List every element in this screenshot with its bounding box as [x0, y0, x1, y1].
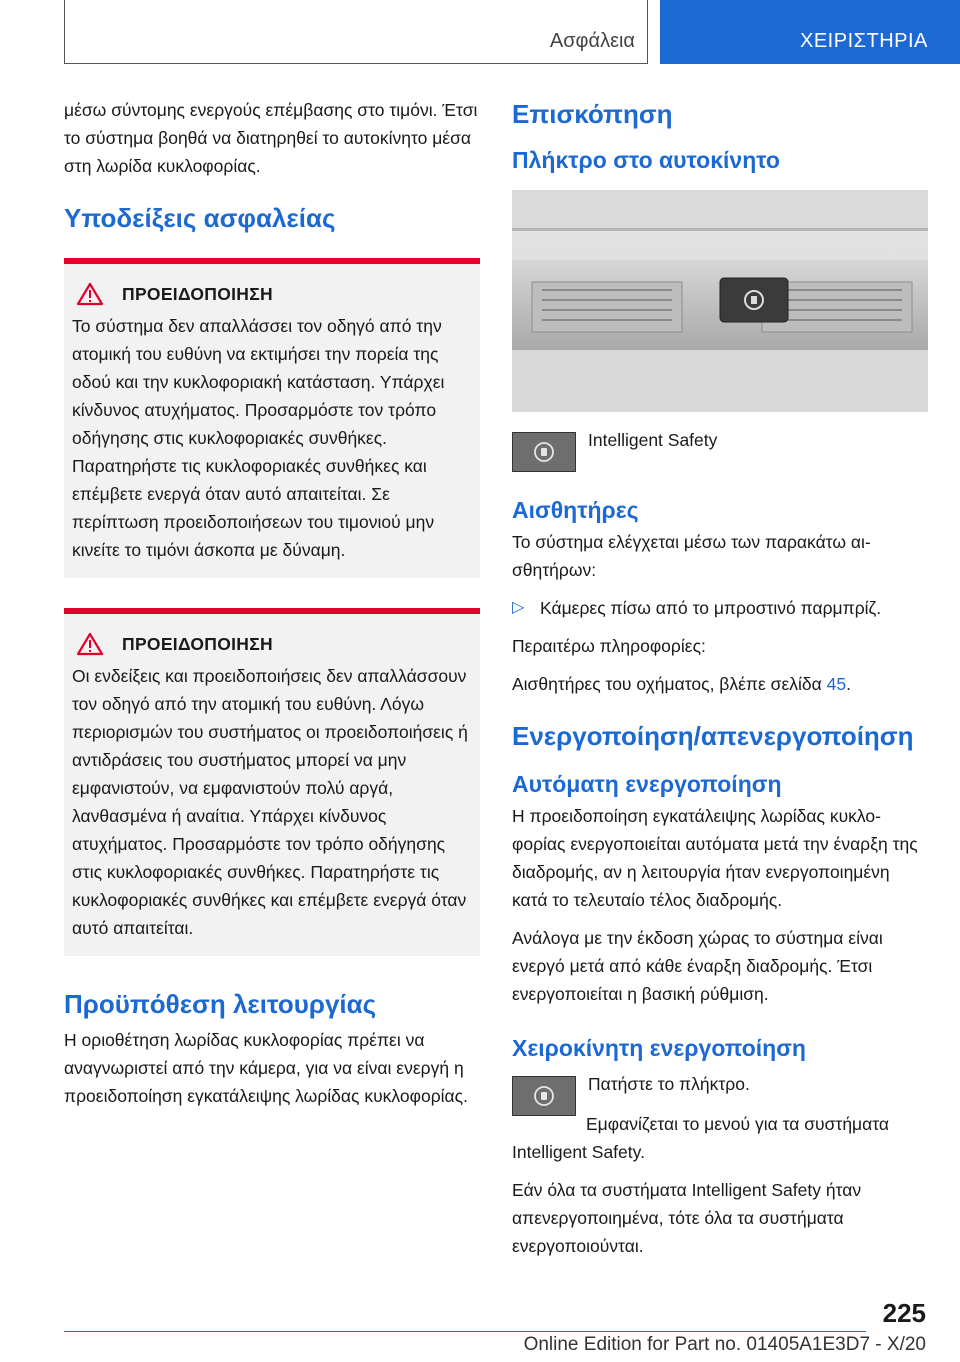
- right-column: [512, 96, 928, 1270]
- sensors-reference: Αισθητήρες του οχήματος, βλέπε σελίδα 45.: [512, 674, 851, 694]
- safety-heading: Υποδείξεις ασφαλείας: [64, 203, 336, 233]
- header-section-title: Ασφάλεια: [549, 30, 635, 52]
- warning-title: ΠΡΟΕΙΔΟΠΟΙΗΣΗ: [122, 633, 273, 654]
- manual-paragraph-2: Εάν όλα τα συστήματα Intelligent Safety ήταν απενεργοποιημένα, τότε όλα τα συστήματα ενεργοποιούνται.: [512, 1180, 862, 1256]
- button-heading: Πλήκτρο στο αυτοκίνητο: [512, 147, 780, 173]
- intro-paragraph: μέσω σύντομης ενεργούς επέμβασης στο τιμόνι. Έτσι το σύστημα βοηθά να διατηρηθεί το αυτοκίνητο μέσα στη λωρίδα κυκλοφορίας.: [64, 100, 478, 176]
- button-row: [512, 432, 928, 472]
- auto-paragraph-2: Ανάλογα με την έκδοση χώρας το σύστημα είναι ενεργό μετά από κάθε έναρξη διαδρομής. Έτσι ενεργοποιείται η βασική ρύθμιση.: [512, 928, 883, 1004]
- sensors-paragraph: Το σύστημα ελέγχεται μέσω των παρακάτω αισθητήρων:: [512, 532, 871, 580]
- manual-step-text: Πατήστε το πλήκτρο.: [588, 1074, 750, 1094]
- dashboard-button-photo: [512, 190, 928, 412]
- button-label: Intelligent Safety: [588, 430, 718, 450]
- footer-edition: Online Edition for Part no. 01405A1E3D7 - X/20: [523, 1334, 926, 1355]
- auto-paragraph-1: Η προειδοποίηση εγκατάλειψης λωρίδας κυκλοφορίας ενεργοποιείται αυτόματα μετά την έναρξη της διαδρομής, αν η λειτουργία ήταν ενεργοποιημένη κατά το τελευταίο τέλος διαδρομής.: [512, 806, 918, 910]
- warning-triangle-icon: [76, 282, 104, 306]
- warning-triangle-icon: [76, 632, 104, 656]
- prereq-paragraph: Η οριοθέτηση λωρίδας κυκλοφορίας πρέπει να αναγνωριστεί από την κάμερα, για να είναι ενεργή η προειδοποίηση εγκατάλειψης λωρίδας κυκλοφορίας.: [64, 1030, 468, 1106]
- warning-box-2: [64, 608, 480, 956]
- page-number: 225: [882, 1298, 926, 1328]
- header-chapter-title: ΧΕΙΡΙΣΤΗΡΙΑ: [800, 30, 928, 52]
- header-section-tab: [64, 0, 648, 64]
- reference-text: Αισθητήρες του οχήματος, βλέπε σελίδα: [512, 674, 827, 694]
- bullet-triangle-icon: ▷: [512, 599, 525, 616]
- warning-text: Το σύστημα δεν απαλλάσσει τον οδηγό από την ατομική του ευθύνη να εκτιμήσει την πορεία της οδού και την κυκλοφοριακή κατάσταση. Υπάρχει κίνδυνος ατυχήματος. Προσαρμόστε τον τρόπο οδήγησης στις κυκλοφοριακές συνθήκες. Παρατηρήστε τις κυκλοφοριακές συνθήκες και επέμβετε ενεργά όταν αυτό απαιτείται. Σε περίπτωση προειδοποιήσεων του τιμονιού μην κινείτε το τιμόνι άσκοπα με δύναμη.: [72, 316, 445, 560]
- prereq-heading: Προϋπόθεση λειτουργίας: [64, 989, 377, 1019]
- footer-divider: [64, 1331, 866, 1332]
- bullet-text: Κάμερες πίσω από το μπροστινό παρμπρίζ.: [540, 598, 882, 618]
- list-item: [512, 594, 928, 622]
- page-link[interactable]: 45: [826, 674, 847, 694]
- car-shield-icon: [533, 441, 555, 463]
- overview-heading: Επισκόπηση: [512, 99, 673, 129]
- activation-heading: Ενεργοποίηση/απενεργοποίηση: [512, 721, 914, 751]
- manual-paragraph-1: Εμφανίζεται το μενού για τα συστήματα Intelligent Safety.: [512, 1114, 890, 1162]
- more-info-label: Περαιτέρω πληροφορίες:: [512, 636, 706, 656]
- left-column: [64, 96, 480, 1120]
- warning-title: ΠΡΟΕΙΔΟΠΟΙΗΣΗ: [122, 283, 273, 304]
- car-shield-icon: [533, 1085, 555, 1107]
- warning-text: Οι ενδείξεις και προειδοποιήσεις δεν απαλλάσσουν τον οδηγό από την ατομική του ευθύνη. Λόγω περιορισμών του συστήματος οι προειδοποιήσεις ή αντιδράσεις του συστήματος μπορεί να μην εμφανιστούν, να εμφανιστούν πολύ αργά, λανθασμένα ή αναίτια. Υπάρχει κίνδυνος ατυχήματος. Προσαρμόστε τον τρόπο οδήγησης στις κυκλοφοριακές συνθήκες. Παρατηρήστε τις κυκλοφοριακές συνθήκες και επέμβετε ενεργά όταν αυτό απαιτείται.: [72, 666, 468, 938]
- intelligent-safety-button: [512, 1076, 576, 1116]
- header-chapter-tab: [660, 0, 960, 64]
- sensors-heading: Αισθητήρες: [512, 497, 639, 523]
- intelligent-safety-button: [512, 432, 576, 472]
- warning-box-1: [64, 258, 480, 578]
- auto-activation-heading: Αυτόματη ενεργοποίηση: [512, 771, 782, 797]
- manual-activation-heading: Χειροκίνητη ενεργοποίηση: [512, 1035, 806, 1061]
